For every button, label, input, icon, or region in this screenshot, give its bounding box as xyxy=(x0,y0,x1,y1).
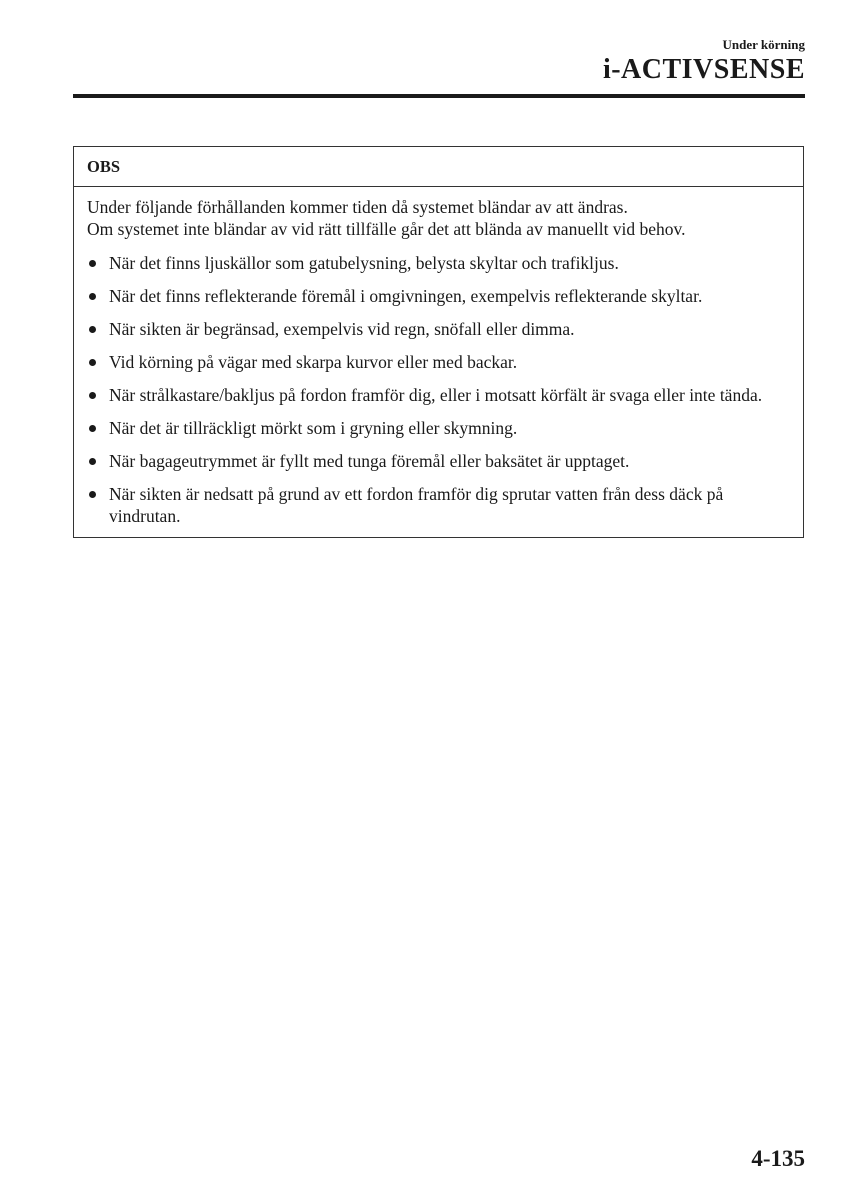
section-label: Under körning xyxy=(722,37,805,52)
bullet-list xyxy=(87,252,789,527)
note-intro-line: Under följande förhållanden kommer tiden då systemet bländar av att ändras. xyxy=(87,197,628,217)
note-heading: OBS xyxy=(74,147,803,187)
bullet-icon xyxy=(89,491,96,498)
chapter-title: i-ACTIVSENSE xyxy=(602,54,805,85)
list-item-text: När sikten är begränsad, exempelvis vid regn, snöfall eller dimma. xyxy=(109,319,575,339)
note-intro-line: Om systemet inte bländar av vid rätt tillfälle går det att blända av manuellt vid behov. xyxy=(87,219,686,239)
list-item-text: När bagageutrymmet är fyllt med tunga föremål eller baksätet är upptaget. xyxy=(109,451,630,471)
bullet-icon xyxy=(89,458,96,465)
page-number: 4-135 xyxy=(751,1146,805,1171)
bullet-icon xyxy=(89,293,96,300)
bullet-icon xyxy=(89,425,96,432)
list-item xyxy=(87,318,789,340)
list-item xyxy=(87,483,789,527)
list-item xyxy=(87,351,789,373)
bullet-icon xyxy=(89,359,96,366)
list-item-text: När det finns reflekterande föremål i omgivningen, exempelvis reflekterande skyltar. xyxy=(109,286,703,306)
list-item-text: Vid körning på vägar med skarpa kurvor eller med backar. xyxy=(109,352,518,372)
list-item xyxy=(87,450,789,472)
list-item-text: När det är tillräckligt mörkt som i gryning eller skymning. xyxy=(109,418,518,438)
note-box xyxy=(73,146,804,538)
list-item xyxy=(87,417,789,439)
list-item-text: När strålkastare/bakljus på fordon framför dig, eller i motsatt körfält är svaga eller inte tända. xyxy=(109,385,763,405)
list-item-text: När det finns ljuskällor som gatubelysning, belysta skyltar och trafikljus. xyxy=(109,253,619,273)
list-item xyxy=(87,285,789,307)
bullet-icon xyxy=(89,260,96,267)
bullet-icon xyxy=(89,326,96,333)
header-rule xyxy=(73,94,805,98)
bullet-icon xyxy=(89,392,96,399)
list-item xyxy=(87,252,789,274)
note-body xyxy=(74,187,803,537)
list-item xyxy=(87,384,789,406)
list-item-text: När sikten är nedsatt på grund av ett fordon framför dig sprutar vatten från dess däck på vindrutan. xyxy=(109,484,724,526)
